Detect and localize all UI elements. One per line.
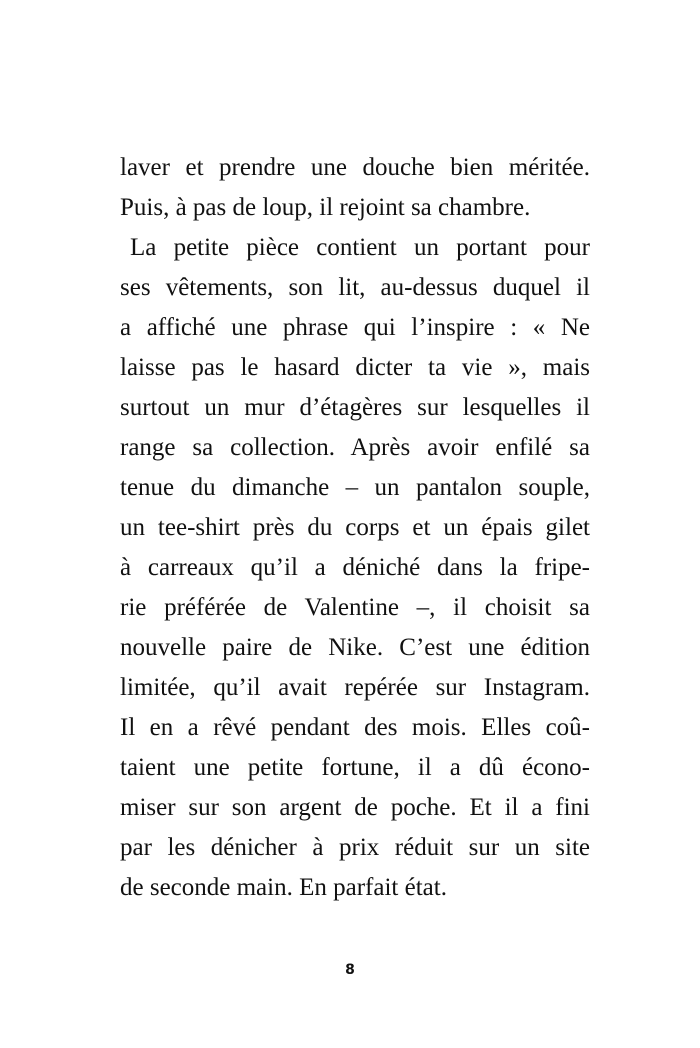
text-line: rie préférée de Valentine –, il choisit sa (120, 594, 590, 621)
text-line: Puis, à pas de loup, il rejoint sa chambre. (120, 194, 531, 221)
text-line: tenue du dimanche – un pantalon souple, (120, 474, 590, 501)
text-line: de seconde main. En parfait état. (120, 874, 447, 901)
text-line: un tee-shirt près du corps et un épais gilet (120, 514, 590, 541)
text-line: à carreaux qu’il a déniché dans la fripe- (120, 554, 590, 581)
text-line: taient une petite fortune, il a dû écono- (120, 754, 590, 781)
text-line: limitée, qu’il avait repérée sur Instagram. (120, 674, 590, 701)
text-line: a affiché une phrase qui l’inspire : « Ne (120, 314, 590, 341)
text-line: miser sur son argent de poche. Et il a fini (120, 794, 590, 821)
text-line: par les dénicher à prix réduit sur un site (120, 834, 590, 861)
text-line: range sa collection. Après avoir enfilé sa (120, 434, 590, 461)
paragraph-first-line: La petite pièce contient un portant pour (130, 234, 590, 261)
text-line: laver et prendre une douche bien méritée. (120, 154, 590, 181)
page-number: 8 (345, 962, 355, 978)
text-line: laisse pas le hasard dicter ta vie », mais (120, 354, 590, 381)
text-line: surtout un mur d’étagères sur lesquelles il (120, 394, 590, 421)
body-text (120, 148, 590, 908)
text-line: Il en a rêvé pendant des mois. Elles coû- (120, 714, 590, 741)
text-line: nouvelle paire de Nike. C’est une édition (120, 634, 590, 661)
text-line: ses vêtements, son lit, au-dessus duquel il (120, 274, 590, 301)
